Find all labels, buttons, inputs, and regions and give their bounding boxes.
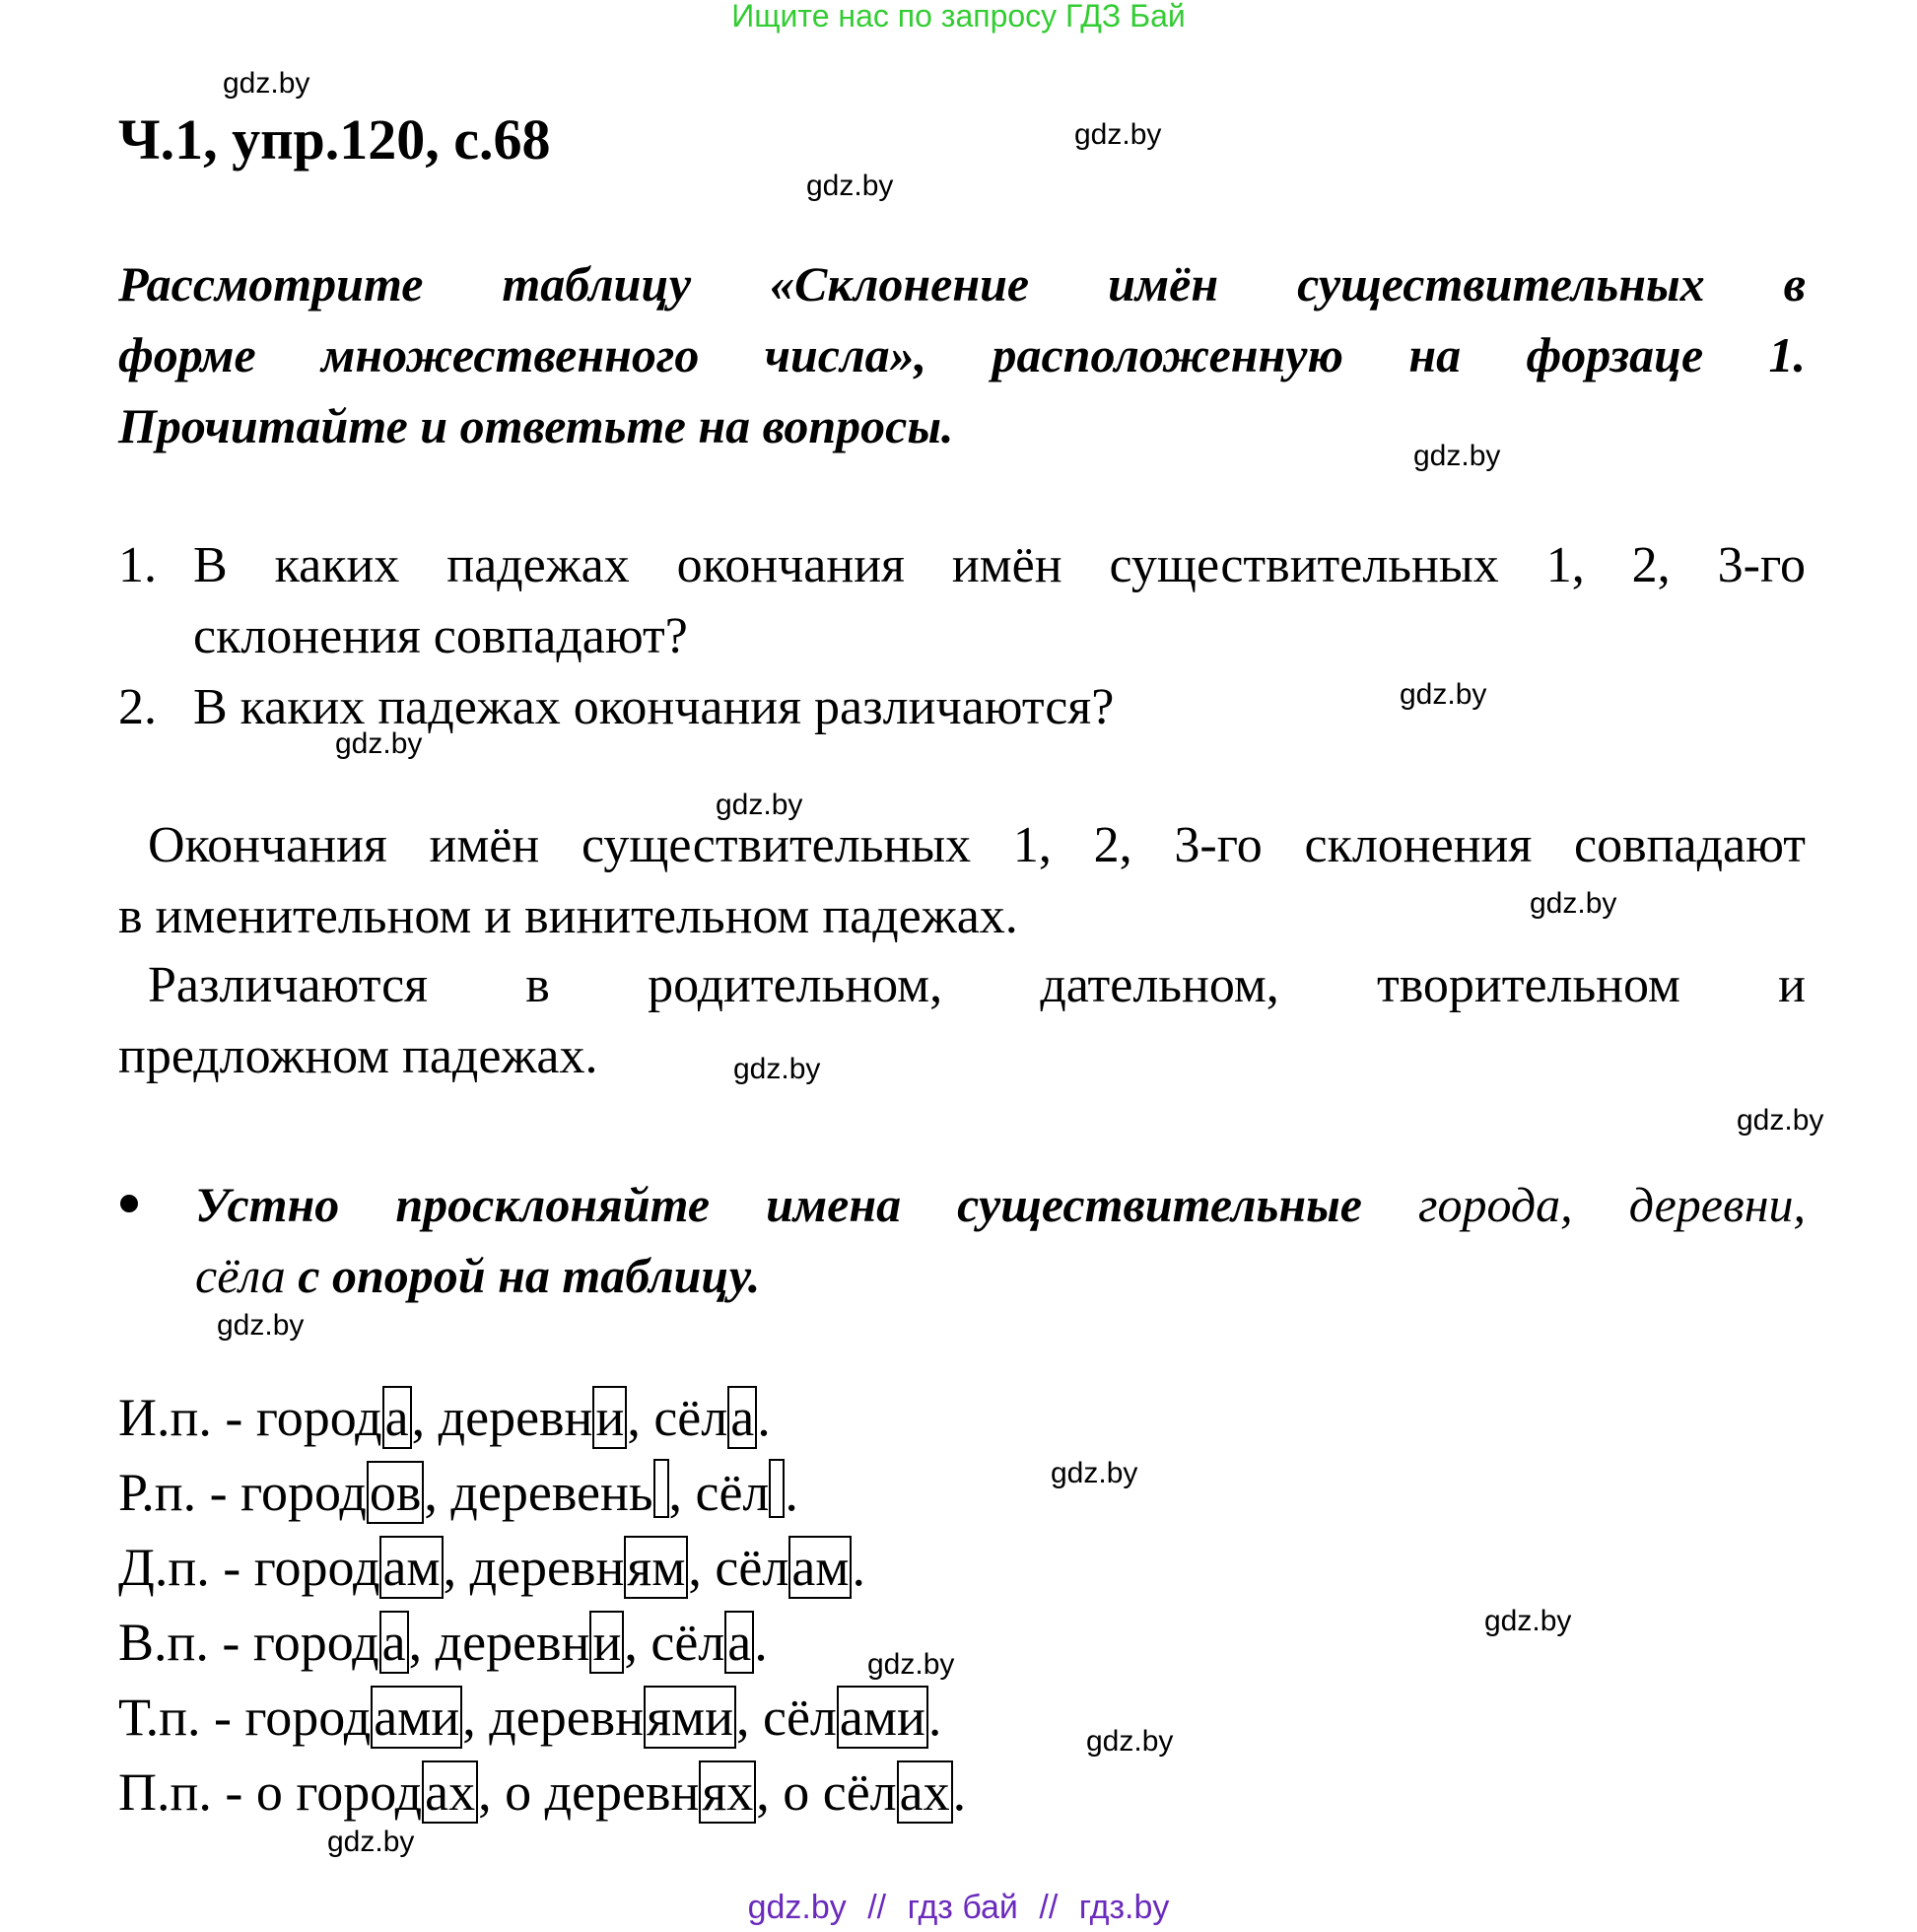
preposition: о [255,1762,297,1822]
watermark-text: gdz.by [1051,1457,1138,1489]
watermark-text: gdz.by [1530,887,1617,920]
footer-link[interactable]: gdz.by [747,1889,847,1926]
declined-word [763,1688,928,1747]
watermark-text: gdz.by [806,170,894,202]
footer-link[interactable]: гдз бай [907,1889,1018,1926]
task-instruction [118,248,1806,461]
footer-link[interactable]: гдз.by [1078,1889,1170,1926]
task-two-instruction [195,1169,1806,1311]
ending-box: ям [624,1536,688,1599]
question-line: В каких падежах окончания имён существительных 1, 2, 3-го [193,537,1806,593]
watermark-text: gdz.by [716,789,803,821]
case-row: И.п. - города, деревни, сёла. [118,1388,771,1447]
case-row: П.п. - о городах, о деревнях, о сёлах. [118,1762,967,1822]
footer-separator: // [867,1889,887,1926]
ending-box: а [379,1611,409,1674]
ending-box: а [727,1386,757,1449]
case-label: Д.п. - [118,1538,254,1597]
declined-word [256,1388,412,1447]
task-two-bold: с опорой на таблицу. [298,1248,761,1303]
declined-word [244,1688,462,1747]
watermark-text: gdz.by [1413,440,1501,472]
case-row: Т.п. - городами, деревнями, сёлами. [118,1688,942,1747]
ending-box: ам [788,1536,852,1599]
declined-word [439,1388,628,1447]
ending-box: ями [644,1686,736,1749]
word-stem: сёл [822,1762,897,1822]
answer-paragraph [118,810,1806,952]
footer-links [0,1889,1917,1927]
declined-word [715,1538,852,1597]
word-stem: сёл [762,1688,837,1747]
ending-box: ами [837,1686,928,1749]
ending-box: ах [897,1760,953,1824]
word-stem: сёл [695,1463,770,1522]
word-stem: город [244,1688,372,1747]
case-label: В.п. - [118,1613,253,1672]
word-stem: деревень [450,1463,653,1522]
watermark-text: gdz.by [223,67,310,100]
preposition: о [783,1762,823,1822]
task-two-line [195,1169,1806,1240]
declension-list [118,1380,966,1829]
ending-box: а [724,1611,754,1674]
zero-ending-box [653,1459,669,1518]
instruction-line: Рассмотрите таблицу «Склонение имён существительных в [118,256,1806,311]
declined-word [505,1762,756,1822]
case-row: Д.п. - городам, деревням, сёлам. [118,1538,865,1597]
watermark-text: gdz.by [327,1826,415,1858]
ending-box: ам [379,1536,443,1599]
watermark-text: gdz.by [1086,1725,1174,1758]
answer-line: в именительном и винительном падежах. [118,888,1018,944]
watermark-text: gdz.by [335,727,423,760]
declined-word [240,1463,424,1522]
task-two-bold: Устно просклоняйте имена существительные [195,1177,1362,1232]
watermark-text: gdz.by [1400,678,1487,711]
declined-word [256,1762,478,1822]
case-label: Р.п. - [118,1463,241,1522]
task-two-words: города, деревни, [1418,1177,1807,1232]
declined-word [650,1613,754,1672]
zero-ending-box [769,1459,785,1518]
word-stem: город [255,1388,382,1447]
ending-box: и [589,1611,624,1674]
question-number: 1. [118,537,157,593]
task-two-words: сёла [195,1248,286,1303]
declined-word [470,1538,689,1597]
ending-box: ях [699,1760,756,1824]
word-stem: деревн [469,1538,625,1597]
answer-line: предложном падежах. [118,1028,598,1084]
ending-box: ов [367,1461,425,1524]
case-label: Т.п. - [118,1688,245,1747]
bullet-icon [120,1195,138,1212]
declined-word [489,1688,736,1747]
question-line: склонения совпадают? [193,608,688,664]
ending-box: и [592,1386,627,1449]
word-stem: деревн [489,1688,645,1747]
declined-word [436,1613,625,1672]
word-stem: город [252,1613,379,1672]
declined-word [696,1463,786,1522]
question-line: В каких падежах окончания различаются? [193,679,1115,735]
instruction-line: Прочитайте и ответьте на вопросы. [118,398,954,453]
declined-word [254,1538,444,1597]
watermark-text: gdz.by [733,1053,821,1085]
question-item [118,530,1806,672]
watermark-text: gdz.by [867,1648,955,1681]
answer-line: Окончания имён существительных 1, 2, 3-го склонения совпадают [148,817,1806,873]
task-two-line [195,1240,1806,1311]
case-label: П.п. - [118,1762,256,1822]
case-label: И.п. - [118,1388,256,1447]
word-stem: сёл [715,1538,789,1597]
case-row: В.п. - города, деревни, сёла. [118,1613,768,1672]
footer-separator: // [1039,1889,1059,1926]
word-stem: город [253,1538,380,1597]
word-stem: город [296,1762,423,1822]
ending-box: ах [422,1760,478,1824]
word-stem: деревн [435,1613,590,1672]
preposition: о [505,1762,545,1822]
watermark-text: gdz.by [1074,118,1162,151]
declined-word [253,1613,409,1672]
instruction-line: форме множественного числа», расположенную на форзаце 1. [118,327,1806,382]
declined-word [450,1463,668,1522]
watermark-text: gdz.by [1737,1104,1824,1137]
answer-line: Различаются в родительном, дательном, творительном и [148,957,1806,1013]
watermark-text: gdz.by [1484,1605,1572,1637]
answer-paragraph [118,950,1806,1092]
exercise-title: Ч.1, упр.120, с.68 [118,107,551,172]
word-stem: деревн [544,1762,700,1822]
word-stem: сёл [653,1388,728,1447]
word-stem: деревн [438,1388,593,1447]
declined-word [653,1388,757,1447]
ending-box: а [382,1386,412,1449]
word-stem: город [240,1463,367,1522]
watermark-text: gdz.by [217,1309,305,1342]
case-row: Р.п. - городов, деревень , сёл . [118,1455,966,1530]
declined-word [783,1762,952,1822]
question-number: 2. [118,679,157,735]
word-stem: сёл [650,1613,725,1672]
top-banner[interactable]: Ищите нас по запросу ГДЗ Бай [731,0,1186,34]
ending-box: ами [371,1686,462,1749]
